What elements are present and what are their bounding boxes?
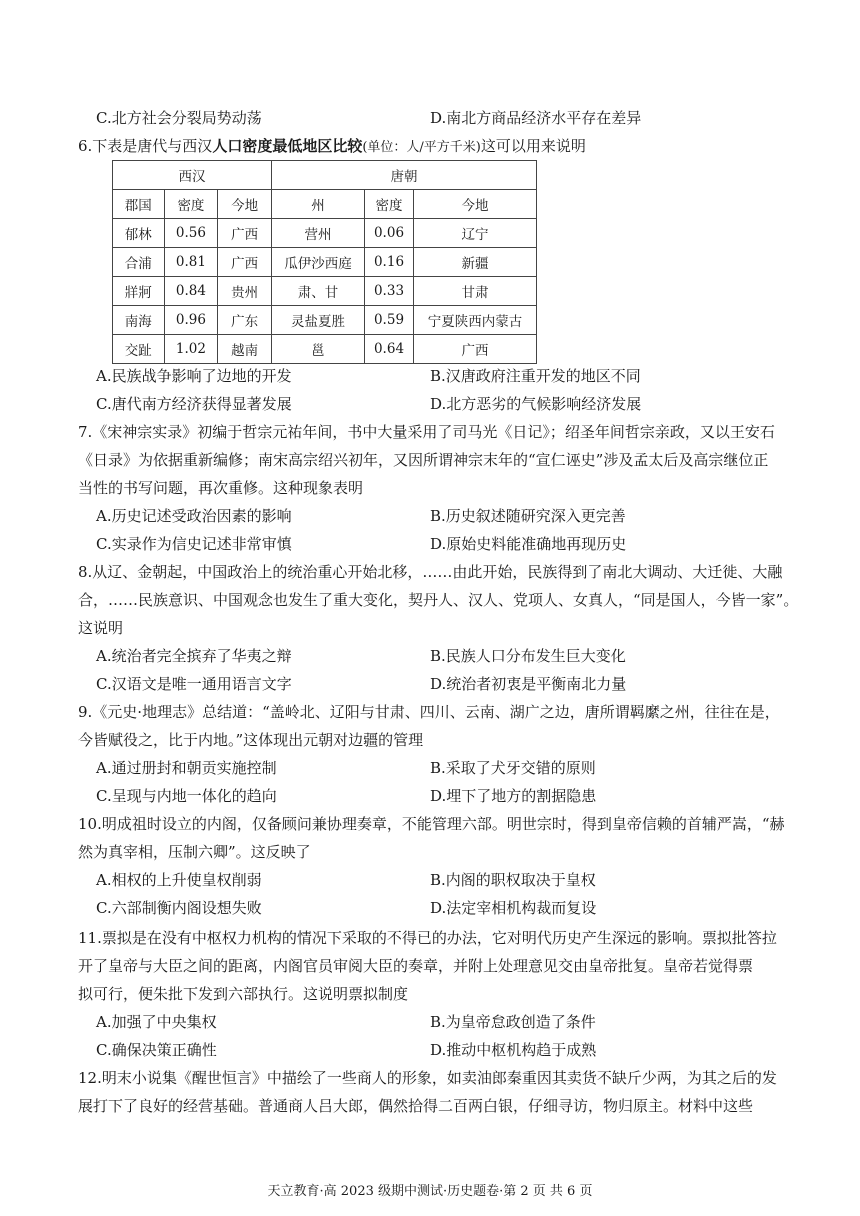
- table-row: [113, 248, 537, 277]
- table-cell: 郁林: [113, 219, 165, 248]
- q12-stem-line: 12.明末小说集《醒世恒言》中描绘了一些商人的形象，如卖油郎秦重因其卖货不缺斤少两，为其之后的发: [78, 1069, 777, 1087]
- q9-option-b: B.采取了犬牙交错的原则: [430, 759, 596, 777]
- q10-stem-line: 然为真宰相，压制六卿”。这反映了: [78, 843, 311, 861]
- table-cell: 肃、甘: [272, 277, 365, 306]
- table-row: [113, 306, 537, 335]
- table-cell: 合浦: [113, 248, 165, 277]
- table-cell: 0.56: [164, 219, 218, 248]
- table-cell: 牂牁: [113, 277, 165, 306]
- subheader-cell: 今地: [218, 190, 272, 219]
- q8-option-c: C.汉语文是唯一通用语言文字: [96, 675, 292, 693]
- table-cell: 0.84: [164, 277, 218, 306]
- q9-stem-line: 今皆赋役之，比于内地。”这体现出元朝对边疆的管理: [78, 731, 424, 749]
- table-cell: 0.16: [365, 248, 414, 277]
- table-cell: 0.59: [365, 306, 414, 335]
- table-cell: 越南: [218, 335, 272, 364]
- q6-option-c: C.唐代南方经济获得显著发展: [96, 395, 292, 413]
- q9-option-d: D.埋下了地方的割据隐患: [430, 787, 597, 805]
- q6-stem: [78, 136, 804, 158]
- q10-option-d: D.法定宰相机构裁而复设: [430, 899, 597, 917]
- q6-stem-before: 6.下表是唐代与西汉: [78, 137, 213, 155]
- q7-option-d: D.原始史料能准确地再现历史: [430, 535, 627, 553]
- table-cell: 0.96: [164, 306, 218, 335]
- q5-option-d: D.南北方商品经济水平存在差异: [430, 109, 642, 127]
- page-footer: 天立教育·高 2023 级期中测试·历史题卷·第 2 页 共 6 页: [267, 1184, 593, 1199]
- table-cell: 广西: [218, 248, 272, 277]
- q7-stem-line: 《日录》为依据重新编修；南宋高宗绍兴初年，又因所谓神宗末年的“宣仁诬史”涉及孟太后及高宗继位正: [78, 451, 769, 469]
- header-western-han: 西汉: [113, 161, 272, 190]
- table-cell: 广西: [218, 219, 272, 248]
- q7-stem-line: 当性的书写问题，再次重修。这种现象表明: [78, 479, 364, 497]
- q8-option-b: B.民族人口分布发生巨大变化: [430, 647, 626, 665]
- header-tang: 唐朝: [272, 161, 537, 190]
- table-cell: 辽宁: [414, 219, 537, 248]
- table-cell: 交趾: [113, 335, 165, 364]
- table-cell: 营州: [272, 219, 365, 248]
- q7-option-a: A.历史记述受政治因素的影响: [96, 507, 292, 525]
- table-cell: 甘肃: [414, 277, 537, 306]
- table-cell: 1.02: [164, 335, 218, 364]
- table-cell: 贵州: [218, 277, 272, 306]
- q7-option-b: B.历史叙述随研究深入更完善: [430, 507, 626, 525]
- q11-option-c: C.确保决策正确性: [96, 1041, 217, 1059]
- population-density-table: [112, 160, 537, 364]
- q11-stem-line: 开了皇帝与大臣之间的距离，内阁官员审阅大臣的奏章，并附上处理意见交由皇帝批复。皇帝若觉得票: [78, 957, 754, 975]
- q6-stem-after: 这可以用来说明: [480, 137, 586, 155]
- table-cell: 新疆: [414, 248, 537, 277]
- q11-option-d: D.推动中枢机构趋于成熟: [430, 1041, 597, 1059]
- table-cell: 0.06: [365, 219, 414, 248]
- q9-option-c: C.呈现与内地一体化的趋向: [96, 787, 277, 805]
- q8-stem-line: 这说明: [78, 619, 124, 637]
- q11-stem-line: 11.票拟是在没有中枢权力机构的情况下采取的不得已的办法，它对明代历史产生深远的影响。票拟批答拉: [78, 929, 777, 947]
- table-row: [113, 335, 537, 364]
- q10-option-b: B.内阁的职权取决于皇权: [430, 871, 596, 889]
- table-row: [113, 277, 537, 306]
- q8-stem-line: 合，……民族意识、中国观念也发生了重大变化，契丹人、汉人、党项人、女真人，“同是国人，今皆一家”。: [78, 591, 799, 609]
- q10-stem-line: 10.明成祖时设立的内阁，仅备顾问兼协理奏章，不能管理六部。明世宗时，得到皇帝信赖的首辅严嵩，“赫: [78, 815, 785, 833]
- table-cell: 邕: [272, 335, 365, 364]
- table-cell: 瓜伊沙西庭: [272, 248, 365, 277]
- table-row: [113, 219, 537, 248]
- q7-stem-line: 7.《宋神宗实录》初编于哲宗元祐年间，书中大量采用了司马光《日记》；绍圣年间哲宗亲政，又以王安石: [78, 423, 775, 441]
- table-cell: 0.64: [365, 335, 414, 364]
- table-cell: 0.81: [164, 248, 218, 277]
- subheader-cell: 郡国: [113, 190, 165, 219]
- q5-option-c: C.北方社会分裂局势动荡: [96, 109, 262, 127]
- q8-option-d: D.统治者初衷是平衡南北力量: [430, 675, 627, 693]
- q11-stem-line: 拟可行，便朱批下发到六部执行。这说明票拟制度: [78, 985, 409, 1003]
- q10-option-a: A.相权的上升使皇权削弱: [96, 871, 262, 889]
- q7-option-c: C.实录作为信史记述非常审慎: [96, 535, 292, 553]
- table-cell: 广东: [218, 306, 272, 335]
- subheader-cell: 密度: [365, 190, 414, 219]
- subheader-cell: 密度: [164, 190, 218, 219]
- table-cell: 0.33: [365, 277, 414, 306]
- subheader-cell: 今地: [414, 190, 537, 219]
- table-cell: 南海: [113, 306, 165, 335]
- table-header-row: [113, 161, 537, 190]
- q6-stem-unit: (单位：人/平方千米): [362, 140, 481, 155]
- q6-option-a: A.民族战争影响了边地的开发: [96, 367, 292, 385]
- table-cell: 广西: [414, 335, 537, 364]
- table-cell: 灵盐夏胜: [272, 306, 365, 335]
- q8-stem-line: 8.从辽、金朝起，中国政治上的统治重心开始北移，……由此开始，民族得到了南北大调动、大迁徙、大融: [78, 563, 783, 581]
- q8-option-a: A.统治者完全摈弃了华夷之辩: [96, 647, 292, 665]
- q11-option-b: B.为皇帝怠政创造了条件: [430, 1013, 596, 1031]
- q6-option-d: D.北方恶劣的气候影响经济发展: [430, 395, 642, 413]
- q12-stem-line: 展打下了良好的经营基础。普通商人吕大郎，偶然拾得二百两白银，仔细寻访，物归原主。材料中这些: [78, 1097, 754, 1115]
- q10-option-c: C.六部制衡内阁设想失败: [96, 899, 262, 917]
- q6-stem-bold: 人口密度最低地区比较: [212, 137, 363, 155]
- q6-option-b: B.汉唐政府注重开发的地区不同: [430, 367, 641, 385]
- subheader-cell: 州: [272, 190, 365, 219]
- q9-stem-line: 9.《元史·地理志》总结道：“盖岭北、辽阳与甘肃、四川、云南、湖广之边，唐所谓羁縻之州，往往在是，: [78, 703, 780, 721]
- q9-option-a: A.通过册封和朝贡实施控制: [96, 759, 277, 777]
- table-subheader-row: [113, 190, 537, 219]
- table-cell: 宁夏陕西内蒙古: [414, 306, 537, 335]
- q11-option-a: A.加强了中央集权: [96, 1013, 217, 1031]
